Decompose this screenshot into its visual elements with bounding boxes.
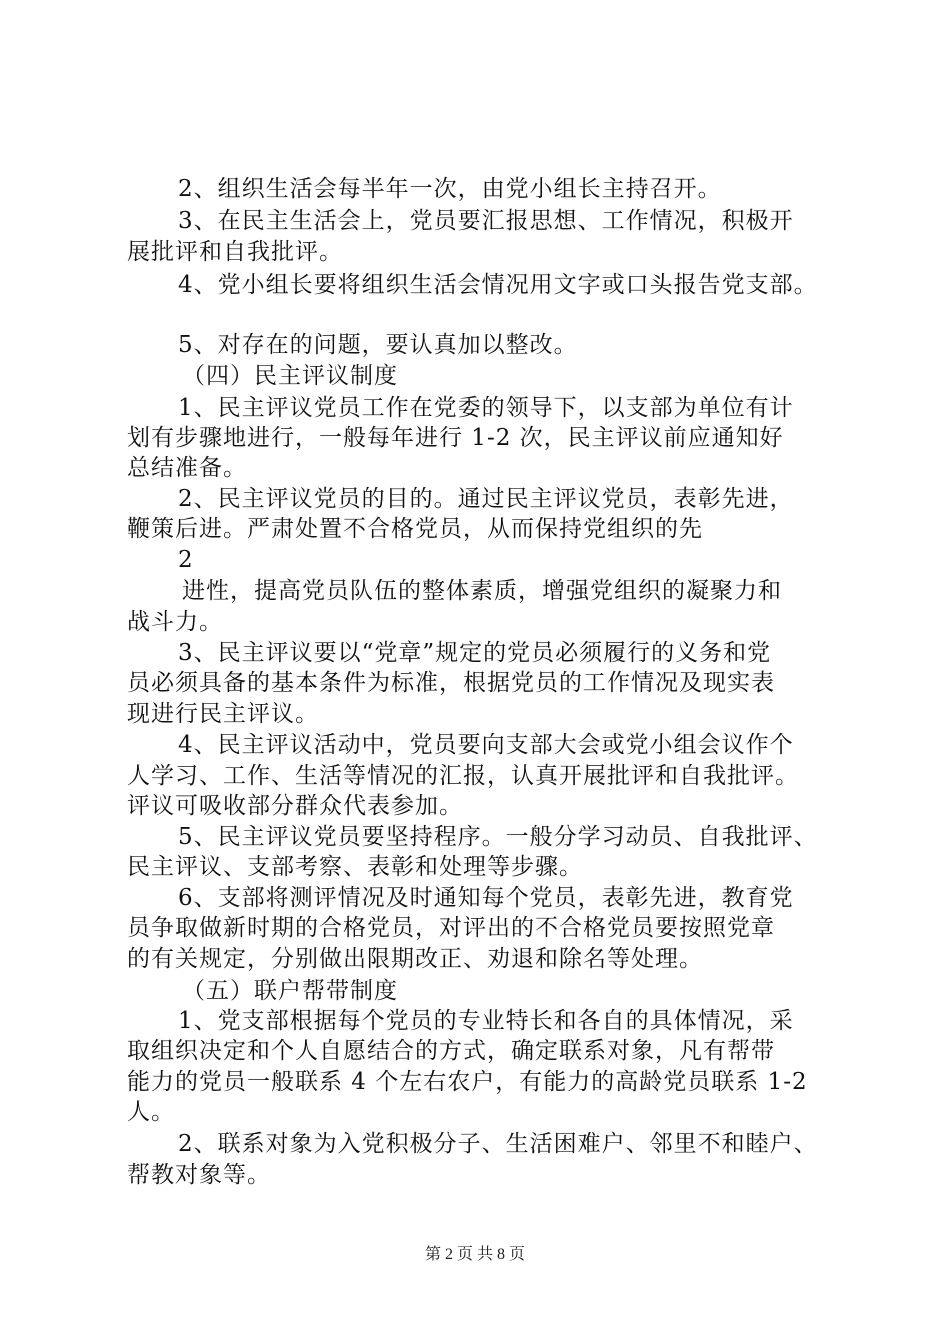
text-line: 战斗力。 [127,609,223,635]
text-line: 2、联系对象为入党积极分子、生活困难户、邻里不和睦户、 [178,1131,818,1157]
text-line: 5、民主评议党员要坚持程序。一般分学习动员、自我批评、 [178,824,818,850]
text-line: 员争取做新时期的合格党员，对评出的不合格党员要按照党章 [127,915,775,941]
text-line: 3、在民主生活会上，党员要汇报思想、工作情况，积极开 [178,208,794,234]
text-line: 员必须具备的基本条件为标准，根据党员的工作情况及现实表 [127,670,775,696]
section-heading: （四）民主评议制度 [182,363,398,389]
text-line: 4、党小组长要将组织生活会情况用文字或口头报告党支部。 [178,272,818,298]
text-line: 取组织决定和个人自愿结合的方式，确定联系对象，凡有帮带 [127,1038,775,1064]
text-line: 现进行民主评议。 [127,701,319,727]
page-footer: 第 2 页 共 8 页 [424,1246,525,1263]
text-line: 帮教对象等。 [127,1162,271,1188]
text-line: 2、组织生活会每半年一次，由党小组长主持召开。 [178,176,722,202]
text-line: 进性，提高党员队伍的整体素质，增强党组织的凝聚力和 [182,578,782,604]
text-line: 民主评议、支部考察、表彰和处理等步骤。 [127,854,583,880]
text-line: 鞭策后进。严肃处置不合格党员，从而保持党组织的先 [127,516,703,542]
text-line: 2、民主评议党员的目的。通过民主评议党员，表彰先进， [178,486,794,512]
text-line: 6、支部将测评情况及时通知每个党员，表彰先进，教育党 [178,885,794,911]
text-line: 4、民主评议活动中，党员要向支部大会或党小组会议作个 [178,732,794,758]
text-line: 总结准备。 [127,455,247,481]
text-line: 1、民主评议党员工作在党委的领导下，以支部为单位有计 [178,395,794,421]
text-line: 的有关规定，分别做出限期改正、劝退和除名等处理。 [127,946,703,972]
text-line: 1、党支部根据每个党员的专业特长和各自的具体情况，采 [178,1008,794,1034]
section-heading: （五）联户帮带制度 [182,978,398,1004]
page-break-number: 2 [178,547,194,573]
text-line: 3、民主评议要以“党章”规定的党员必须履行的义务和党 [178,640,772,666]
text-line: 人。 [127,1099,175,1125]
text-line: 评议可吸收部分群众代表参加。 [127,793,463,819]
text-line: 人学习、工作、生活等情况的汇报，认真开展批评和自我批评。 [127,763,799,789]
text-line: 能力的党员一般联系 4 个左右农户，有能力的高龄党员联系 1-2 [127,1069,808,1095]
text-line: 划有步骤地进行，一般每年进行 1-2 次，民主评议前应通知好 [127,425,784,451]
text-line: 5、对存在的问题，要认真加以整改。 [178,332,578,358]
text-line: 展批评和自我批评。 [127,239,343,265]
